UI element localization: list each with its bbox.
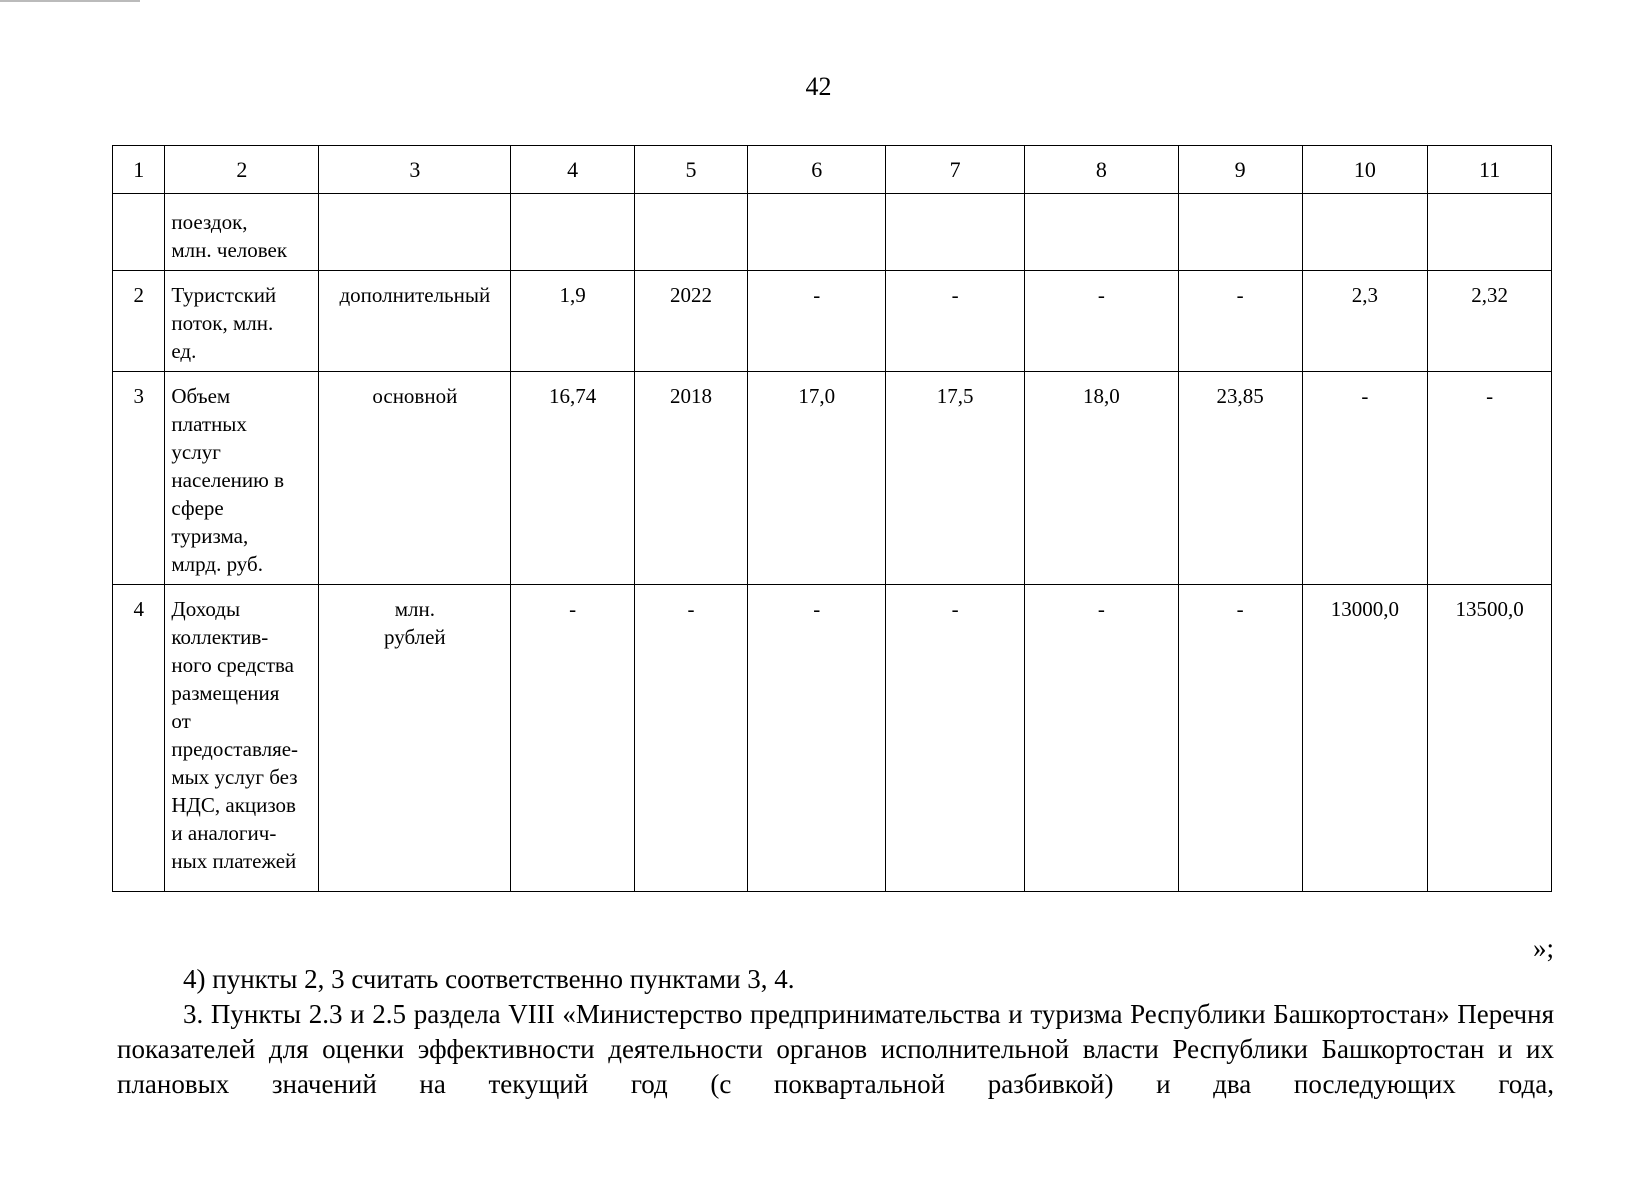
scan-edge-mark	[0, 0, 140, 2]
indicator-name-cell: Объем платных услуг населению в сфере туризма, млрд. руб.	[165, 372, 319, 585]
header-cell: 6	[748, 146, 886, 194]
table-cell: млн. рублей	[319, 585, 511, 892]
indicator-name-cell: Туристский поток, млн. ед.	[165, 271, 319, 372]
table-cell: 17,0	[748, 372, 886, 585]
table-cell: -	[748, 585, 886, 892]
table-cell	[1178, 194, 1302, 271]
header-cell: 10	[1302, 146, 1428, 194]
table-cell: -	[1428, 372, 1552, 585]
table-cell: -	[1302, 372, 1428, 585]
closing-quote-mark: »;	[1532, 933, 1554, 963]
table-cell: 16,74	[511, 372, 635, 585]
table-row	[113, 372, 1552, 585]
indicators-table	[112, 145, 1552, 892]
table-cell	[319, 194, 511, 271]
page-number: 42	[805, 72, 832, 101]
indicator-name-cell: поездок, млн. человек	[165, 194, 319, 271]
row-number-cell	[113, 194, 165, 271]
table-cell	[511, 194, 635, 271]
table-cell	[1428, 194, 1552, 271]
paragraph-renumbering: 4) пункты 2, 3 считать соответственно пунктами 3, 4.	[183, 964, 795, 994]
table-cell	[634, 194, 747, 271]
indicator-name-cell: Доходы коллектив- ного средства размещения от предоставляе- мых услуг без НДС, акцизов и аналогич- ных платежей	[165, 585, 319, 892]
row-number-cell: 2	[113, 271, 165, 372]
table-cell: -	[886, 271, 1024, 372]
table-cell: 2018	[634, 372, 747, 585]
table-cell	[886, 194, 1024, 271]
table-cell: 13000,0	[1302, 585, 1428, 892]
table-row	[113, 271, 1552, 372]
header-cell: 9	[1178, 146, 1302, 194]
table-cell: -	[511, 585, 635, 892]
header-cell: 1	[113, 146, 165, 194]
table-cell: -	[1024, 585, 1178, 892]
table-cell: -	[886, 585, 1024, 892]
header-cell: 5	[634, 146, 747, 194]
table-cell: -	[1178, 585, 1302, 892]
paragraph-section-viii: 3. Пункты 2.3 и 2.5 раздела VIII «Министерство предпринимательства и туризма Республики Башкортостан» Перечня показателей для оценки эффективности деятельности органов исполнительной власти Республики Башкортостан и их плановых значений на текущий год (с поквартальной разбивкой) и два последующих года,	[117, 999, 1554, 1099]
table-cell: 13500,0	[1428, 585, 1552, 892]
table-cell	[748, 194, 886, 271]
header-cell: 7	[886, 146, 1024, 194]
header-cell: 11	[1428, 146, 1552, 194]
table-cell: 2,3	[1302, 271, 1428, 372]
header-cell: 2	[165, 146, 319, 194]
table-cell: 17,5	[886, 372, 1024, 585]
table-cell: 18,0	[1024, 372, 1178, 585]
header-cell: 3	[319, 146, 511, 194]
row-number-cell: 3	[113, 372, 165, 585]
header-cell: 8	[1024, 146, 1178, 194]
row-number-cell: 4	[113, 585, 165, 892]
table-cell	[1302, 194, 1428, 271]
table-cell: -	[1178, 271, 1302, 372]
header-cell: 4	[511, 146, 635, 194]
table-cell: 1,9	[511, 271, 635, 372]
table-cell: дополнительный	[319, 271, 511, 372]
table-cell: 2022	[634, 271, 747, 372]
table-row	[113, 194, 1552, 271]
table-cell: 2,32	[1428, 271, 1552, 372]
table-header-row	[113, 146, 1552, 194]
table-cell: -	[634, 585, 747, 892]
table-cell: -	[748, 271, 886, 372]
table-cell: основной	[319, 372, 511, 585]
table-row	[113, 585, 1552, 892]
table-cell: 23,85	[1178, 372, 1302, 585]
table-cell	[1024, 194, 1178, 271]
table-cell: -	[1024, 271, 1178, 372]
